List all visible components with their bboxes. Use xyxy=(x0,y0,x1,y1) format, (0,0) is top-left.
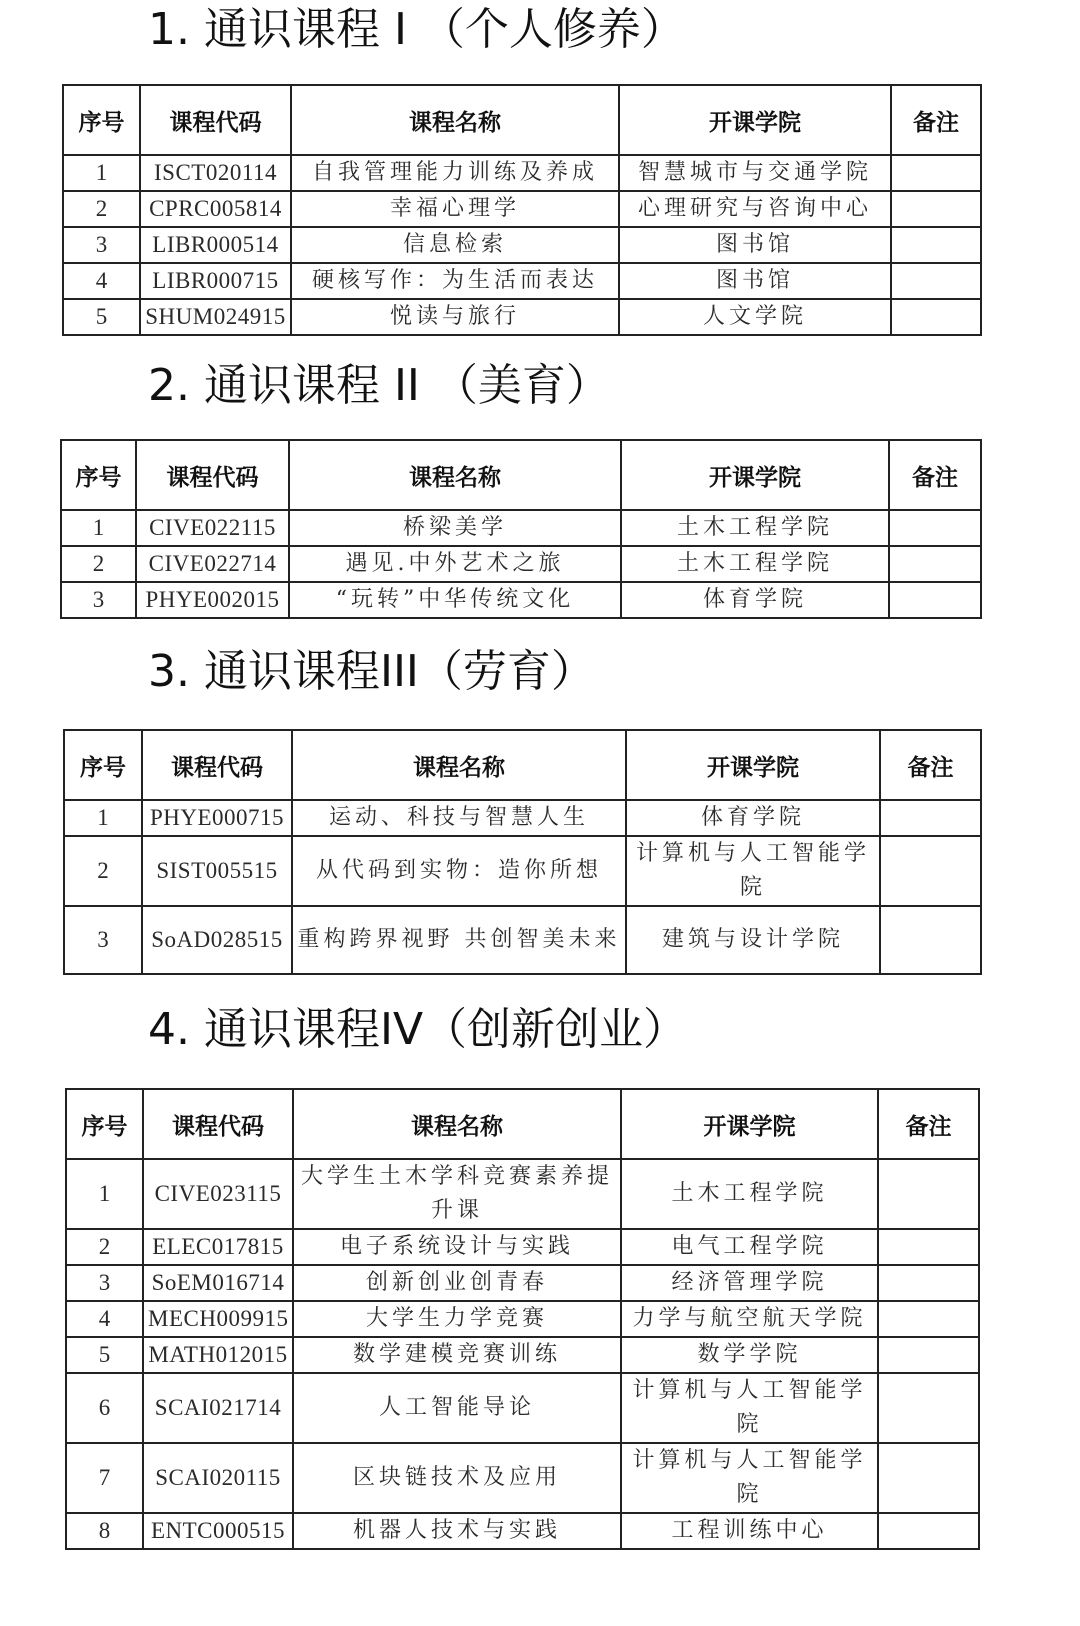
cell-remark xyxy=(878,1513,979,1549)
table-row xyxy=(61,546,981,582)
table-row xyxy=(63,299,981,335)
cell-name: 区块链技术及应用 xyxy=(293,1443,621,1513)
table-row xyxy=(64,800,981,836)
cell-remark xyxy=(880,800,981,836)
table-row xyxy=(66,1337,979,1373)
cell-name: 电子系统设计与实践 xyxy=(293,1229,621,1265)
cell-name: 自我管理能力训练及养成 xyxy=(291,155,619,191)
cell-code: MECH009915 xyxy=(143,1301,293,1337)
cell-seq: 2 xyxy=(63,191,140,227)
cell-seq: 1 xyxy=(66,1159,143,1229)
header-code: 课程代码 xyxy=(140,85,291,155)
cell-seq: 4 xyxy=(63,263,140,299)
cell-remark xyxy=(891,227,981,263)
cell-code: SoAD028515 xyxy=(142,906,292,974)
section-4-title: 4. 通识课程IV（创新创业） xyxy=(148,1004,688,1055)
header-seq: 序号 xyxy=(64,730,142,800)
cell-name: 创新创业创青春 xyxy=(293,1265,621,1301)
cell-college: 人文学院 xyxy=(619,299,891,335)
cell-remark xyxy=(878,1159,979,1229)
cell-college: 图书馆 xyxy=(619,227,891,263)
cell-code: MATH012015 xyxy=(143,1337,293,1373)
cell-remark xyxy=(891,155,981,191)
cell-code: ELEC017815 xyxy=(143,1229,293,1265)
table-row xyxy=(66,1159,979,1229)
cell-seq: 2 xyxy=(66,1229,143,1265)
cell-name: 运动、科技与智慧人生 xyxy=(292,800,626,836)
section-4-table xyxy=(65,1088,980,1550)
table-row xyxy=(66,1301,979,1337)
cell-college: 计算机与人工智能学院 xyxy=(621,1373,878,1443)
cell-code: LIBR000514 xyxy=(140,227,291,263)
cell-name: 桥梁美学 xyxy=(289,510,621,546)
header-remark: 备注 xyxy=(891,85,981,155)
table-row xyxy=(66,1229,979,1265)
cell-seq: 2 xyxy=(64,836,142,906)
cell-code: SCAI020115 xyxy=(143,1443,293,1513)
cell-code: SCAI021714 xyxy=(143,1373,293,1443)
cell-name: “玩转”中华传统文化 xyxy=(289,582,621,618)
section-3-table xyxy=(63,729,982,975)
section-2-table xyxy=(60,439,982,619)
cell-seq: 5 xyxy=(66,1337,143,1373)
cell-seq: 5 xyxy=(63,299,140,335)
cell-code: CIVE022714 xyxy=(136,546,289,582)
cell-college: 智慧城市与交通学院 xyxy=(619,155,891,191)
section-3-title: 3. 通识课程III（劳育） xyxy=(148,646,595,697)
cell-code: SHUM024915 xyxy=(140,299,291,335)
cell-college: 计算机与人工智能学院 xyxy=(626,836,880,906)
cell-remark xyxy=(878,1265,979,1301)
header-college: 开课学院 xyxy=(621,440,889,510)
table-row xyxy=(66,1513,979,1549)
cell-code: SIST005515 xyxy=(142,836,292,906)
cell-remark xyxy=(878,1443,979,1513)
cell-college: 经济管理学院 xyxy=(621,1265,878,1301)
cell-remark xyxy=(891,299,981,335)
cell-name: 信息检索 xyxy=(291,227,619,263)
cell-college: 土木工程学院 xyxy=(621,510,889,546)
cell-code: ISCT020114 xyxy=(140,155,291,191)
cell-remark xyxy=(891,263,981,299)
cell-college: 心理研究与咨询中心 xyxy=(619,191,891,227)
header-code: 课程代码 xyxy=(136,440,289,510)
section-1-table xyxy=(62,84,982,336)
table-row xyxy=(64,906,981,974)
table-row xyxy=(66,1373,979,1443)
header-name: 课程名称 xyxy=(292,730,626,800)
table-row xyxy=(63,263,981,299)
header-seq: 序号 xyxy=(61,440,136,510)
header-seq: 序号 xyxy=(63,85,140,155)
header-name: 课程名称 xyxy=(293,1089,621,1159)
header-remark: 备注 xyxy=(878,1089,979,1159)
cell-college: 数学学院 xyxy=(621,1337,878,1373)
cell-college: 土木工程学院 xyxy=(621,546,889,582)
cell-code: ENTC000515 xyxy=(143,1513,293,1549)
cell-name: 硬核写作：为生活而表达 xyxy=(291,263,619,299)
cell-college: 建筑与设计学院 xyxy=(626,906,880,974)
section-2-title: 2. 通识课程 II （美育） xyxy=(148,360,610,411)
cell-college: 图书馆 xyxy=(619,263,891,299)
cell-remark xyxy=(880,906,981,974)
cell-code: SoEM016714 xyxy=(143,1265,293,1301)
cell-name: 数学建模竞赛训练 xyxy=(293,1337,621,1373)
cell-college: 计算机与人工智能学院 xyxy=(621,1443,878,1513)
cell-seq: 2 xyxy=(61,546,136,582)
header-college: 开课学院 xyxy=(626,730,880,800)
cell-remark xyxy=(889,546,981,582)
cell-name: 悦读与旅行 xyxy=(291,299,619,335)
cell-college: 体育学院 xyxy=(626,800,880,836)
cell-code: CIVE022115 xyxy=(136,510,289,546)
cell-name: 大学生土木学科竞赛素养提升课 xyxy=(293,1159,621,1229)
cell-seq: 4 xyxy=(66,1301,143,1337)
header-code: 课程代码 xyxy=(143,1089,293,1159)
cell-name: 从代码到实物：造你所想 xyxy=(292,836,626,906)
header-name: 课程名称 xyxy=(289,440,621,510)
header-remark: 备注 xyxy=(880,730,981,800)
cell-remark xyxy=(889,510,981,546)
section-1-title: 1. 通识课程 I （个人修养） xyxy=(148,4,685,55)
header-college: 开课学院 xyxy=(619,85,891,155)
table-row xyxy=(66,1443,979,1513)
cell-remark xyxy=(891,191,981,227)
cell-remark xyxy=(880,836,981,906)
cell-seq: 1 xyxy=(64,800,142,836)
table-row xyxy=(63,227,981,263)
cell-college: 电气工程学院 xyxy=(621,1229,878,1265)
cell-seq: 3 xyxy=(64,906,142,974)
cell-seq: 1 xyxy=(63,155,140,191)
table-row xyxy=(61,582,981,618)
table-row xyxy=(63,155,981,191)
cell-seq: 3 xyxy=(61,582,136,618)
cell-name: 幸福心理学 xyxy=(291,191,619,227)
table-row xyxy=(61,510,981,546)
table-row xyxy=(66,1265,979,1301)
cell-remark xyxy=(878,1301,979,1337)
cell-seq: 3 xyxy=(66,1265,143,1301)
cell-name: 遇见.中外艺术之旅 xyxy=(289,546,621,582)
cell-code: CIVE023115 xyxy=(143,1159,293,1229)
cell-name: 人工智能导论 xyxy=(293,1373,621,1443)
header-college: 开课学院 xyxy=(621,1089,878,1159)
cell-college: 工程训练中心 xyxy=(621,1513,878,1549)
cell-remark xyxy=(878,1373,979,1443)
cell-code: PHYE000715 xyxy=(142,800,292,836)
header-seq: 序号 xyxy=(66,1089,143,1159)
cell-code: PHYE002015 xyxy=(136,582,289,618)
cell-remark xyxy=(878,1229,979,1265)
header-code: 课程代码 xyxy=(142,730,292,800)
cell-seq: 6 xyxy=(66,1373,143,1443)
cell-remark xyxy=(889,582,981,618)
cell-name: 机器人技术与实践 xyxy=(293,1513,621,1549)
cell-code: LIBR000715 xyxy=(140,263,291,299)
cell-seq: 3 xyxy=(63,227,140,263)
cell-college: 土木工程学院 xyxy=(621,1159,878,1229)
header-name: 课程名称 xyxy=(291,85,619,155)
table-row xyxy=(63,191,981,227)
cell-seq: 8 xyxy=(66,1513,143,1549)
cell-remark xyxy=(878,1337,979,1373)
cell-name: 重构跨界视野 共创智美未来 xyxy=(292,906,626,974)
cell-code: CPRC005814 xyxy=(140,191,291,227)
table-row xyxy=(64,836,981,906)
cell-college: 力学与航空航天学院 xyxy=(621,1301,878,1337)
cell-seq: 1 xyxy=(61,510,136,546)
cell-seq: 7 xyxy=(66,1443,143,1513)
header-remark: 备注 xyxy=(889,440,981,510)
cell-name: 大学生力学竞赛 xyxy=(293,1301,621,1337)
cell-college: 体育学院 xyxy=(621,582,889,618)
